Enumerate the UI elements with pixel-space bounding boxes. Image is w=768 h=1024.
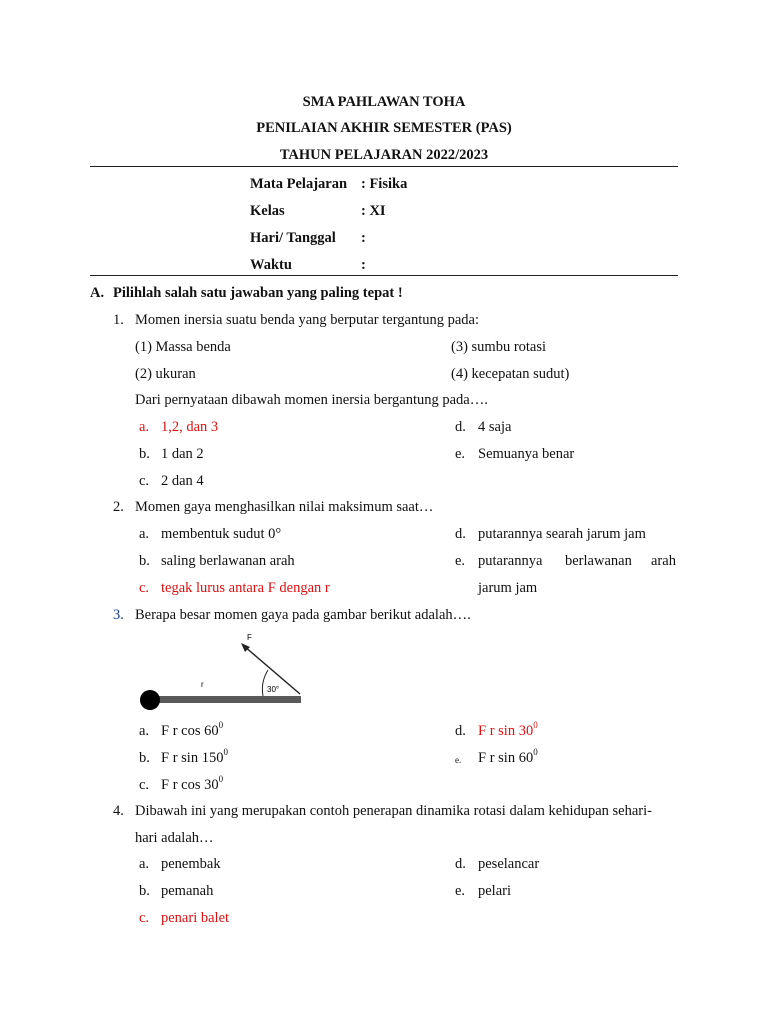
option-a: membentuk sudut 0° <box>161 526 282 542</box>
option-a: penembak <box>161 856 221 872</box>
option-letter-b: b. <box>139 446 150 462</box>
question-number: 3. <box>113 607 124 623</box>
option-e: Semuanya benar <box>478 446 575 462</box>
option-letter-e: e. <box>455 755 462 765</box>
option-letter-b: b. <box>139 883 150 899</box>
school-name: SMA PAHLAWAN TOHA <box>302 94 466 110</box>
option-letter-d: d. <box>455 419 466 435</box>
option-letter-c: c. <box>139 777 150 793</box>
force-label: F <box>247 633 252 642</box>
header-top-rule <box>90 166 678 167</box>
question-prompt: Dari pernyataan dibawah momen inersia bergantung pada…. <box>135 392 488 408</box>
option-letter-c: c. <box>139 580 150 596</box>
option-letter-a: a. <box>139 419 150 435</box>
option-c-correct: penari balet <box>161 910 230 926</box>
statement-3: (3) sumbu rotasi <box>451 339 547 355</box>
pivot-point <box>140 690 160 710</box>
option-a-correct: 1,2, dan 3 <box>161 419 219 435</box>
option-letter-a: a. <box>139 723 150 739</box>
option-letter-a: a. <box>139 526 150 542</box>
info-value-date: : <box>361 230 366 246</box>
academic-year: TAHUN PELAJARAN 2022/2023 <box>279 147 489 163</box>
option-e: pelari <box>478 883 512 899</box>
section-title: Pilihlah salah satu jawaban yang paling tepat ! <box>113 285 403 301</box>
option-letter-d: d. <box>455 856 466 872</box>
option-e-word-1: putarannya <box>478 553 543 569</box>
radius-label: r <box>201 680 204 689</box>
option-e: F r $\sin 60^0$ <box>478 747 538 766</box>
option-letter-e: e. <box>455 553 466 569</box>
option-letter-a: a. <box>139 856 150 872</box>
info-label-date: Hari/ Tanggal <box>250 230 336 246</box>
statement-4: (4) kecepatan sudut) <box>451 366 570 382</box>
question-text-line-1: Dibawah ini yang merupakan contoh penerapan dinamika rotasi dalam kehidupan sehari- <box>135 803 652 819</box>
question-text-line-2: hari adalah… <box>135 830 214 846</box>
option-d: 4 saja <box>478 419 512 435</box>
angle-label: 30° <box>267 685 280 694</box>
question-text: Berapa besar momen gaya pada gambar berikut adalah…. <box>135 607 471 623</box>
option-letter-e: e. <box>455 446 466 462</box>
info-value-time: : <box>361 257 366 273</box>
option-b: pemanah <box>161 883 214 899</box>
option-d-correct: F r $\sin 30^0$ <box>478 720 538 739</box>
info-value-subject: : Fisika <box>361 176 408 192</box>
lever-arm <box>149 696 301 703</box>
option-c: 2 dan 4 <box>161 473 204 489</box>
option-b: saling berlawanan arah <box>161 553 295 569</box>
question-text: Momen gaya menghasilkan nilai maksimum saat… <box>135 499 434 515</box>
statement-2: (2) ukuran <box>135 366 196 382</box>
info-label-subject: Mata Pelajaran <box>250 176 348 192</box>
option-letter-e: e. <box>455 883 466 899</box>
torque-diagram <box>135 630 310 715</box>
statement-1: (1) Massa benda <box>135 339 231 355</box>
option-b: 1 dan 2 <box>161 446 204 462</box>
question-number: 4. <box>113 803 124 819</box>
option-e-continued: jarum jam <box>478 580 538 596</box>
option-b: F r $\sin 150^0$ <box>161 747 228 766</box>
question-number: 2. <box>113 499 124 515</box>
exam-title: PENILAIAN AKHIR SEMESTER (PAS) <box>256 120 512 136</box>
info-label-time: Waktu <box>250 257 292 273</box>
option-e-word-3: arah <box>651 553 676 569</box>
option-letter-b: b. <box>139 553 150 569</box>
option-a: F r $\cos 60^0$ <box>161 720 224 739</box>
question-text: Momen inersia suatu benda yang berputar tergantung pada: <box>135 312 479 328</box>
option-c: F r $\cos 30^0$ <box>161 774 224 793</box>
option-letter-c: c. <box>139 910 150 926</box>
info-value-class: : XI <box>361 203 386 219</box>
question-number: 1. <box>113 312 124 328</box>
option-d: putarannya searah jarum jam <box>478 526 646 542</box>
section-letter: A. <box>90 285 105 301</box>
info-label-class: Kelas <box>250 203 285 219</box>
option-e-word-2: berlawanan <box>565 553 632 569</box>
option-c-correct: tegak lurus antara F dengan r <box>161 580 330 596</box>
option-letter-d: d. <box>455 526 466 542</box>
option-letter-d: d. <box>455 723 466 739</box>
option-letter-c: c. <box>139 473 150 489</box>
option-d: peselancar <box>478 856 540 872</box>
option-letter-b: b. <box>139 750 150 766</box>
header-bottom-rule <box>90 275 678 276</box>
